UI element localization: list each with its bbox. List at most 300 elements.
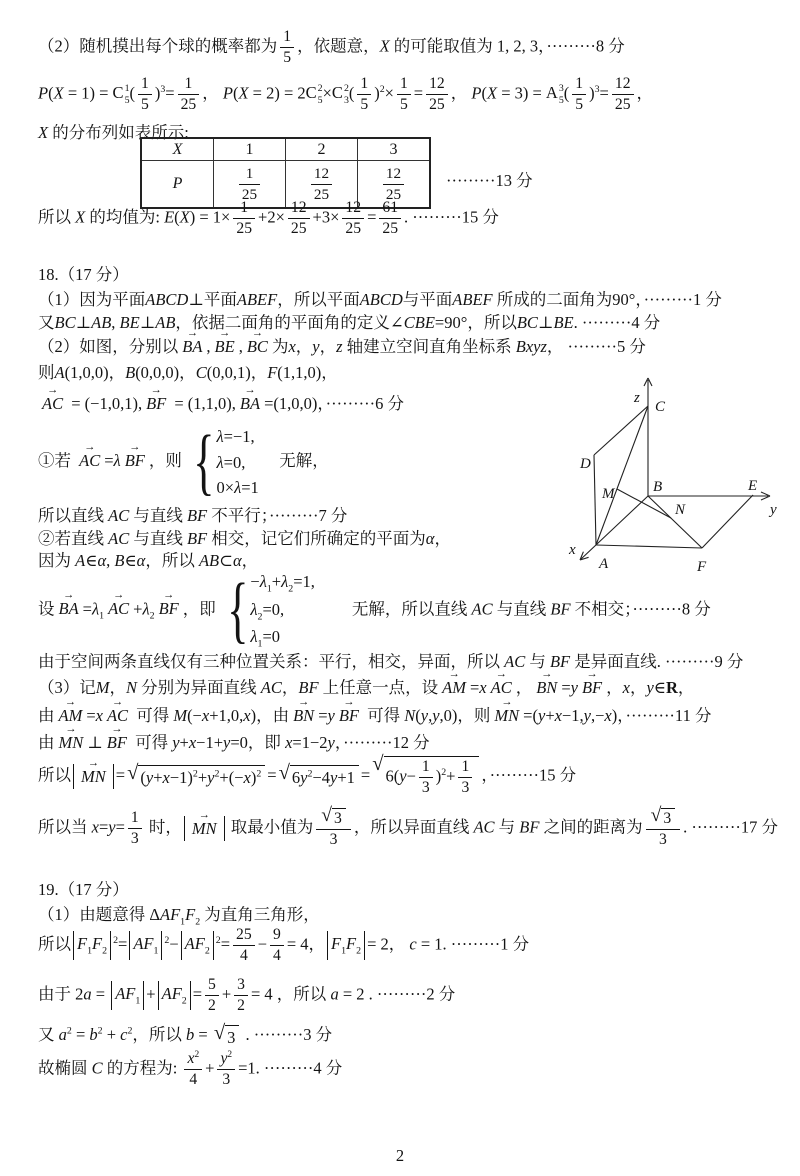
math-text: ⊥ <box>537 313 554 332</box>
math-variable: F <box>92 933 103 953</box>
numerator <box>270 926 284 946</box>
math-variable: CBE <box>403 313 435 332</box>
math-text: + <box>153 767 163 787</box>
denominator <box>458 778 472 797</box>
math-text: 时， <box>144 817 182 837</box>
math-variable: AF <box>184 933 205 953</box>
solution-line-19-2 <box>38 926 529 965</box>
vector-with-arrow: BF → <box>338 705 360 726</box>
math-text: = <box>115 817 125 837</box>
stacked-scripts <box>546 82 564 106</box>
solution-line-18-6 <box>38 420 329 503</box>
math-text: = <box>267 765 277 785</box>
radical-sign: √ <box>372 753 384 775</box>
math-text: −4 <box>312 767 330 787</box>
numerator <box>646 805 681 830</box>
math-text: ，所以异面直线 <box>353 817 474 837</box>
math-variable: BC <box>516 313 538 332</box>
denominator <box>572 95 586 114</box>
denominator <box>205 996 219 1015</box>
numerator <box>239 165 260 184</box>
fraction <box>357 75 371 114</box>
score-annotation <box>446 167 533 191</box>
vector-with-arrow: AC → <box>41 393 64 414</box>
math-text: 1 <box>240 199 249 216</box>
math-text: = <box>413 83 424 103</box>
math-text: ， <box>109 678 126 697</box>
radicand <box>225 1025 239 1048</box>
math-variable: c <box>409 934 417 954</box>
math-text: 上任意一点，设 <box>318 678 439 697</box>
math-text: 由 <box>38 733 55 752</box>
denominator <box>128 829 142 848</box>
math-variable: AF <box>161 983 182 1003</box>
math-text: 3 <box>130 830 139 848</box>
subscript: 1 <box>153 945 159 957</box>
square-root <box>372 753 479 797</box>
math-text: 可得 <box>130 733 173 752</box>
radical-sign: √ <box>321 805 332 826</box>
subscript: 1 <box>341 945 347 957</box>
absolute-value <box>327 931 365 960</box>
math-variable: AF <box>115 983 136 1003</box>
math-variable: y <box>207 767 215 787</box>
math-text: ， <box>606 678 623 697</box>
subscript: 1 <box>266 583 272 595</box>
math-variable: A <box>54 363 65 382</box>
math-text: =1 <box>241 478 259 498</box>
numerator <box>288 199 310 219</box>
solution-line-17-2 <box>38 75 653 114</box>
subscript: 1 <box>99 610 105 622</box>
math-text: , <box>106 551 115 570</box>
math-text: ， <box>241 551 259 570</box>
math-text: 2 <box>317 140 326 158</box>
math-text: + <box>133 599 143 619</box>
math-variable: x <box>243 767 251 787</box>
solution-line-18-13 <box>38 705 711 726</box>
math-text: 12 <box>345 199 362 216</box>
solution-line-17-4 <box>38 199 499 238</box>
math-variable: BF <box>550 599 571 619</box>
problem-18-header <box>38 264 129 285</box>
math-text: ∈ <box>653 678 666 697</box>
math-text: 6 <box>291 767 301 787</box>
math-text: 故椭圆 <box>38 1058 92 1078</box>
math-text: (1,1,0)， <box>277 363 338 382</box>
math-text: + <box>271 572 282 591</box>
math-text: − <box>257 934 267 954</box>
math-text: ,− <box>590 706 605 725</box>
vector-with-arrow: AC → <box>106 705 129 726</box>
math-variable: x <box>201 706 210 725</box>
math-text: ， ·········5 分 <box>546 337 646 356</box>
math-text: ∈ <box>85 551 98 570</box>
math-text: 与平面 <box>402 290 453 309</box>
math-text: +1,0, <box>209 706 244 725</box>
label-M: M <box>602 486 615 502</box>
math-variable: X <box>53 83 64 103</box>
fraction <box>239 165 260 203</box>
math-text: − <box>169 934 179 954</box>
math-text: (0,0,0)， <box>135 363 196 382</box>
math-text: =0 <box>262 627 281 647</box>
superscript: 2 <box>113 934 118 946</box>
math-variable: C <box>91 1058 103 1078</box>
math-text: 1 <box>461 758 470 775</box>
solution-line-18-12 <box>38 677 694 698</box>
math-text: ( <box>48 83 54 103</box>
math-text: （2）如图，分别以 <box>38 337 179 356</box>
math-text: 由于空间两条直线仅有三种位置关系：平行，相交，异面，所以 <box>38 652 505 671</box>
math-variable: x <box>554 706 562 725</box>
superscript: 2 <box>214 768 220 780</box>
math-variable: P <box>222 83 233 103</box>
numerator <box>128 809 142 829</box>
denominator <box>316 830 351 849</box>
square-root <box>321 805 346 828</box>
math-text: + <box>545 706 555 725</box>
vector-with-arrow: AC → <box>490 677 513 698</box>
math-text: ,0)，则 <box>439 706 491 725</box>
math-variable: x <box>243 706 251 725</box>
math-variable: N <box>126 678 138 697</box>
math-text: ，所以平面 <box>277 290 360 309</box>
math-variable: F <box>267 363 278 382</box>
math-text: =0，即 <box>230 733 286 752</box>
vector-with-arrow: BF → <box>145 393 167 414</box>
math-text: （1）由题意得 Δ <box>38 905 160 924</box>
math-text: 与直线 <box>129 529 187 548</box>
fraction <box>234 976 248 1015</box>
math-text: 25 <box>236 926 252 943</box>
vector-with-arrow: MN → <box>58 732 85 753</box>
fraction <box>184 1050 202 1089</box>
math-text: 12 <box>290 199 307 216</box>
math-text: 61 <box>382 199 399 216</box>
math-variable: M <box>95 678 110 697</box>
subscript: 1 <box>180 916 186 928</box>
math-variable: z <box>336 337 343 356</box>
math-text: ·········13 分 <box>446 171 533 190</box>
edge-AF <box>596 545 702 548</box>
math-text: 由于 2 <box>38 984 84 1004</box>
math-variable: BF <box>549 652 571 671</box>
math-text: 3 <box>333 810 342 827</box>
math-text: = <box>360 765 371 785</box>
denominator <box>184 1070 202 1089</box>
math-text: 1 <box>421 758 430 775</box>
math-text: 所以当 <box>38 817 92 837</box>
denominator <box>397 95 411 114</box>
math-variable: y <box>330 767 338 787</box>
math-text: ， <box>450 83 472 103</box>
denominator <box>233 219 255 238</box>
square-root <box>213 1021 240 1048</box>
math-bold: R <box>666 678 678 697</box>
vector-with-arrow: AM → <box>441 677 467 698</box>
math-text: 无解，所以直线 <box>318 599 472 619</box>
system-row <box>250 597 315 625</box>
script-base: C <box>305 83 317 103</box>
math-text: + <box>205 1058 215 1078</box>
fraction <box>342 199 364 238</box>
math-text: 5 <box>141 96 149 114</box>
denominator <box>270 946 284 965</box>
vector-with-arrow: AM → <box>58 705 84 726</box>
math-text: （3）记 <box>38 678 96 697</box>
solution-line-19-3 <box>38 976 455 1015</box>
fraction <box>270 926 284 965</box>
math-variable: AB <box>155 313 176 332</box>
math-variable: λ <box>250 627 258 647</box>
math-text: 25 <box>345 220 362 238</box>
math-text: . ·········3 分 <box>241 1025 333 1044</box>
math-variable: BF <box>186 529 208 548</box>
segment-MN <box>617 489 671 518</box>
math-text: 18.（17 分） <box>38 265 129 284</box>
numerator <box>184 1050 202 1070</box>
math-text: ，则 <box>148 451 182 471</box>
numerator <box>383 165 404 184</box>
math-text: ( <box>348 83 355 103</box>
table-header-row <box>141 138 430 161</box>
math-text: = 4， <box>286 934 326 954</box>
math-text: 25 <box>382 220 399 238</box>
math-variable: F <box>77 933 88 953</box>
stacked-scripts <box>113 82 130 106</box>
subscript: 2 <box>288 583 294 595</box>
subscript: 2 <box>195 916 201 928</box>
math-variable: y <box>420 706 429 725</box>
math-variable: AB <box>198 551 220 570</box>
solution-line-18-10 <box>38 569 711 652</box>
math-text: . ·········15 分 <box>404 207 499 227</box>
math-text: (0,0,1)， <box>206 363 268 382</box>
math-variable: X <box>379 36 390 56</box>
denominator <box>217 1070 235 1089</box>
math-text: = 1) = <box>63 83 113 103</box>
math-variable: x <box>95 706 103 725</box>
superscript: 2 <box>97 1025 103 1037</box>
math-variable: P <box>38 83 49 103</box>
fraction <box>128 809 142 848</box>
system-brace: { <box>226 568 249 651</box>
math-variable: y <box>537 706 546 725</box>
math-text: ) <box>435 766 442 786</box>
fraction <box>288 199 310 238</box>
numerator <box>217 1050 235 1070</box>
math-text: =0, <box>223 452 246 472</box>
math-text: +1 <box>337 767 355 787</box>
solution-line-18-16 <box>38 805 778 849</box>
math-text: ，所以 <box>145 551 199 570</box>
label-E: E <box>748 478 758 494</box>
math-variable: α <box>425 529 435 548</box>
solution-line-19-4 <box>38 1021 333 1048</box>
math-variable: X <box>486 83 498 103</box>
math-text: 1 <box>575 75 584 92</box>
math-text: ( <box>232 83 239 103</box>
math-text: = 3) = <box>497 83 546 103</box>
denominator <box>426 95 448 114</box>
label-F: F <box>697 559 707 575</box>
math-variable: y <box>145 767 154 787</box>
superscript: 2 <box>66 1025 72 1037</box>
table-cell <box>358 138 431 161</box>
stacked-scripts <box>306 82 323 106</box>
math-variable: α <box>97 551 107 570</box>
math-variable: X <box>172 140 183 158</box>
math-variable: P <box>172 175 183 192</box>
math-text: = <box>115 765 126 785</box>
math-text: 为 <box>271 337 289 356</box>
math-text: 2 <box>237 997 245 1015</box>
math-variable: λ <box>234 478 242 498</box>
fraction <box>397 75 411 114</box>
numerator <box>379 199 401 219</box>
math-text: 12 <box>313 165 330 183</box>
numerator <box>280 28 294 48</box>
label-A: A <box>599 556 609 572</box>
solution-line-19-5 <box>38 1050 342 1089</box>
system-row <box>250 569 315 597</box>
script-sup: 2 <box>317 83 323 95</box>
subscript: 2 <box>102 945 108 957</box>
math-variable: λ <box>259 572 267 591</box>
math-text: = <box>98 817 109 837</box>
fraction <box>280 28 294 67</box>
math-variable: C <box>195 363 207 382</box>
math-variable: AC <box>471 599 493 619</box>
math-text: ( <box>174 207 180 227</box>
superscript: 2 <box>194 1050 200 1060</box>
math-variable: x <box>162 767 170 787</box>
numerator <box>233 926 255 946</box>
math-text: ∈ <box>124 551 137 570</box>
subscript: 2 <box>181 995 187 1007</box>
superscript: 2 <box>192 768 198 780</box>
script-sub: 5 <box>558 94 564 106</box>
math-variable: X <box>75 207 86 227</box>
math-text: ， <box>295 337 313 356</box>
numerator <box>233 199 255 219</box>
math-text: = <box>71 1025 90 1044</box>
fraction <box>379 199 401 238</box>
math-text: = <box>192 984 203 1004</box>
math-variable: AF <box>133 933 154 953</box>
math-text: 无解， <box>262 451 329 471</box>
math-text: 2 <box>208 997 216 1015</box>
edge-AC <box>596 406 648 545</box>
math-text: （1）因为平面 <box>38 290 146 309</box>
label-C: C <box>655 399 666 415</box>
coordinate-system-figure <box>563 372 798 577</box>
math-variable: x <box>288 337 296 356</box>
numerator <box>426 75 448 95</box>
math-text: ， <box>629 678 647 697</box>
math-text: 12 <box>614 75 631 92</box>
math-variable: x <box>479 678 487 697</box>
math-variable: y <box>646 678 654 697</box>
math-text: =1, <box>293 572 315 591</box>
math-text: − <box>250 572 260 591</box>
math-text: =( <box>523 706 538 725</box>
system-row <box>217 450 259 476</box>
math-text: 可得 <box>132 706 174 725</box>
math-text: 3 <box>222 1071 231 1089</box>
subscript: 1 <box>135 995 141 1007</box>
math-text: ， <box>281 678 299 697</box>
math-text: + <box>179 733 189 752</box>
math-text: )，由 <box>250 706 290 725</box>
x-axis <box>580 496 648 560</box>
absolute-value <box>111 981 144 1010</box>
math-variable: Bxyz <box>515 337 547 356</box>
math-variable: BF <box>519 817 540 837</box>
subscript: 2 <box>356 945 362 957</box>
math-text: 3 <box>237 976 245 993</box>
label-x: x <box>569 542 576 558</box>
numerator <box>316 805 351 830</box>
math-variable: a <box>58 1025 67 1044</box>
math-text: + <box>146 984 156 1004</box>
absolute-value <box>181 931 214 960</box>
math-text: 1 <box>283 28 292 45</box>
math-text: ， <box>434 529 451 548</box>
script-sub: 5 <box>317 94 323 106</box>
vector-with-arrow: BN → <box>292 705 315 726</box>
math-text: ) = 1× <box>189 207 231 227</box>
square-root <box>127 761 265 788</box>
subscript: 2 <box>257 610 263 622</box>
radical-sign: √ <box>213 1021 226 1044</box>
math-text: 4 <box>273 947 281 965</box>
system-rows <box>250 569 315 652</box>
math-text: 3 <box>461 779 470 797</box>
math-text: ( <box>563 83 570 103</box>
fraction <box>426 75 448 114</box>
numerator <box>572 75 586 95</box>
math-text: +(− <box>219 767 244 787</box>
subscript: 1 <box>87 945 93 957</box>
z-axis <box>644 378 652 496</box>
math-text: 1 <box>245 140 254 158</box>
math-text: ，·········12 分 <box>334 733 430 752</box>
stacked-scripts <box>332 82 349 106</box>
math-variable: a <box>83 984 92 1004</box>
numerator <box>419 758 433 778</box>
numerator <box>178 75 200 95</box>
vector-with-arrow: MN → <box>80 766 107 787</box>
math-variable: F <box>331 933 342 953</box>
math-variable: α <box>232 551 242 570</box>
script-sup: 3 <box>558 83 564 95</box>
fraction <box>205 976 219 1015</box>
math-text: ( <box>415 706 421 725</box>
math-variable: λ <box>113 451 121 471</box>
math-text: , <box>206 337 211 356</box>
math-variable: λ <box>216 427 224 446</box>
script-sub: 3 <box>343 94 349 106</box>
math-text: ⊥平面 <box>188 290 237 309</box>
math-text: 所以直线 <box>38 506 109 525</box>
math-variable: BF <box>186 506 208 525</box>
numerator <box>234 976 248 996</box>
figure-edges <box>580 378 770 560</box>
math-text: 3 <box>658 831 667 849</box>
label-B: B <box>653 479 663 495</box>
